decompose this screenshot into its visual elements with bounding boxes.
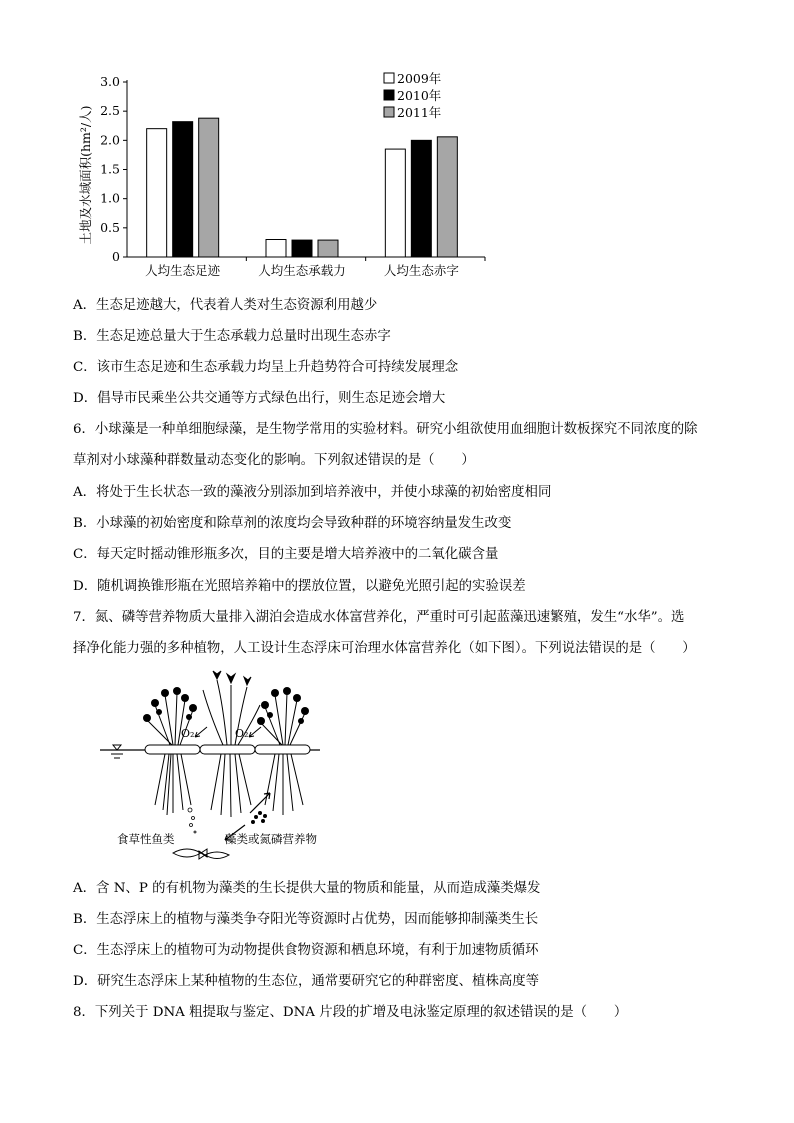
- water-level-symbol: [111, 745, 123, 758]
- question-7-line2: 择净化能力强的多种植物，人工设计生态浮床可治理水体富营养化（如下图）。下列说法错误的是（ ）: [73, 641, 696, 656]
- bubbles: [188, 808, 196, 833]
- bar: [173, 122, 193, 257]
- fish-icons: [173, 849, 229, 859]
- x-category-label: 人均生态赤字: [383, 263, 459, 278]
- legend-swatch: [384, 107, 394, 117]
- option-6a: A．将处于生长状态一致的藻液分别添加到培养液中，并使小球藻的初始密度相同: [73, 485, 552, 500]
- eco-floating-bed-figure: [85, 665, 385, 865]
- legend-swatch: [384, 90, 394, 100]
- bar: [385, 149, 405, 257]
- o2-label-left: O₂: [181, 727, 195, 740]
- bar: [199, 118, 219, 257]
- option-6b: B．小球藻的初始密度和除草剂的浓度均会导致种群的环境容纳量发生改变: [73, 516, 512, 531]
- legend: [384, 71, 441, 120]
- legend-label: 2009年: [397, 71, 442, 86]
- bar: [147, 129, 167, 257]
- option-6d: D．随机调换锥形瓶在光照培养箱中的摆放位置，以避免光照引起的实验误差: [73, 579, 526, 594]
- o2-label-right: O₂: [235, 727, 249, 740]
- x-categories: [145, 257, 485, 278]
- option-7d: D．研究生态浮床上某种植物的生态位，通常要研究它的种群密度、植株高度等: [73, 974, 540, 989]
- option-7b: B．生态浮床上的植物与藻类争夺阳光等资源时占优势，因而能够抑制藻类生长: [73, 912, 539, 927]
- bar: [266, 240, 286, 258]
- legend-swatch: [384, 73, 394, 83]
- legend-label: 2010年: [397, 88, 442, 103]
- option-7c: C．生态浮床上的植物可为动物提供食物资源和栖息环境，有利于加速物质循环: [73, 943, 539, 958]
- y-ticks: [100, 74, 127, 264]
- option-5c: C．该市生态足迹和生态承载力均呈上升趋势符合可持续发展理念: [73, 360, 459, 375]
- y-tick-label: 3.0: [100, 74, 120, 89]
- option-5b: B．生态足迹总量大于生态承载力总量时出现生态赤字: [73, 329, 391, 344]
- y-tick-label: 0: [112, 249, 120, 264]
- question-6-line1: 6．小球藻是一种单细胞绿藻，是生物学常用的实验材料。研究小组欲使用血细胞计数板探究不同浓度的除: [73, 422, 698, 437]
- option-5a: A．生态足迹越大，代表着人类对生态资源利用越少: [73, 298, 378, 313]
- y-tick-label: 0.5: [100, 219, 120, 235]
- y-axis-label: 土地及水域面积(hm²/人): [78, 105, 93, 245]
- y-tick-label: 1.0: [100, 190, 120, 206]
- bars: [147, 118, 458, 257]
- option-5d: D．倡导市民乘坐公共交通等方式绿色出行，则生态足迹会增大: [73, 391, 446, 406]
- x-category-label: 人均生态承载力: [258, 263, 346, 278]
- bar: [318, 240, 338, 257]
- question-6-line2: 草剂对小球藻种群数量动态变化的影响。下列叙述错误的是（ ）: [73, 453, 475, 468]
- fish-label: 食草性鱼类: [117, 832, 175, 846]
- nutrients-label: 藻类或氮磷营养物: [225, 832, 317, 846]
- bar: [437, 137, 457, 257]
- y-tick-label: 2.5: [100, 103, 120, 119]
- question-7-line1: 7．氮、磷等营养物质大量排入湖泊会造成水体富营养化，严重时可引起蓝藻迅速繁殖，发生“水华”。选: [73, 610, 685, 625]
- x-category-label: 人均生态足迹: [145, 263, 221, 278]
- bar: [411, 140, 431, 257]
- y-tick-label: 1.5: [100, 161, 120, 177]
- nutrient-dots: [251, 811, 267, 824]
- plant-middle: [203, 671, 260, 817]
- bar: [292, 240, 312, 257]
- option-7a: A．含 N、P 的有机物为藻类的生长提供大量的物质和能量，从而造成藻类爆发: [73, 881, 541, 896]
- y-tick-label: 2.0: [100, 132, 120, 148]
- legend-label: 2011年: [397, 105, 442, 120]
- option-6c: C．每天定时摇动锥形瓶多次，目的主要是增大培养液中的二氧化碳含量: [73, 547, 499, 562]
- bar-chart: [60, 60, 500, 290]
- question-8: 8．下列关于 DNA 粗提取与鉴定、DNA 片段的扩增及电泳鉴定原理的叙述错误的是（ ）: [73, 1005, 628, 1020]
